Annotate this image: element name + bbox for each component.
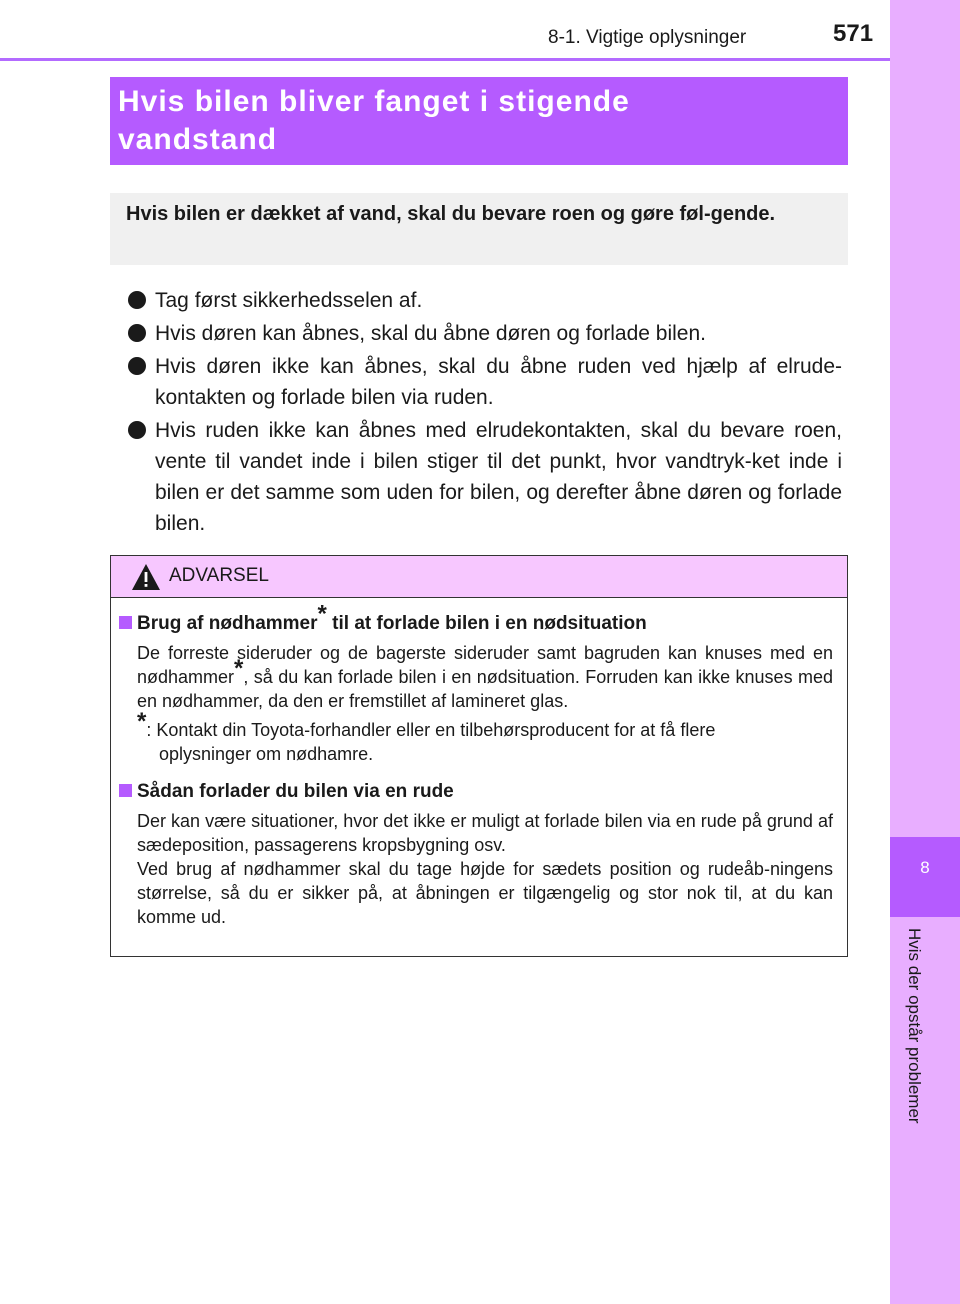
- warning-heading-emergency-hammer: [119, 600, 833, 636]
- section-reference: 8-1. Vigtige oplysninger: [548, 27, 747, 48]
- heading-text: Sådan forlader du bilen via en rude: [137, 781, 454, 802]
- square-bullet-icon: [119, 784, 132, 797]
- page-title: [118, 83, 838, 159]
- bullet-text: Hvis døren ikke kan åbnes, skal du åbne ruden ved hjælp af elrude-kontakten og forlade bilen via ruden.: [155, 355, 842, 409]
- warning-heading-exit-window: [119, 780, 833, 804]
- warning-box: [110, 555, 848, 957]
- heading-text: Brug af nødhammer: [137, 613, 318, 634]
- chapter-number: 8: [920, 858, 930, 877]
- bullet-text: Hvis døren kan åbnes, skal du åbne døren og forlade bilen.: [155, 322, 706, 345]
- list-item: [128, 318, 842, 349]
- list-item: [128, 351, 842, 413]
- warning-paragraph: [137, 641, 833, 713]
- header-rule: [0, 58, 890, 61]
- warning-paragraph: Ved brug af nødhammer skal du tage højde for sædets position og rudeåb-ningens størrelse, så du er sikker på, at åbningen er tilgængelig og stor nok til, at du kan komme ud.: [137, 859, 833, 927]
- bullet-icon: [128, 421, 146, 439]
- title-box: [110, 77, 848, 165]
- footnote-star: *: [234, 655, 244, 682]
- bullet-text: Hvis ruden ikke kan åbnes med elrudekontakten, skal du bevare roen, vente til vandet inde i bilen stiger til det punkt, hvor vandtryk-ket inde i bilen er det samme som uden for bilen, og derefter åbne døren og forlade bilen.: [155, 419, 842, 535]
- square-bullet-icon: [119, 616, 132, 629]
- bullet-icon: [128, 324, 146, 342]
- bullet-list: [128, 285, 842, 541]
- page-number: 571: [833, 20, 874, 47]
- paragraph-text: De forreste sideruder og de bagerste sideruder samt bagruden kan knuses med en nødhammer: [137, 643, 833, 687]
- title-line-1: Hvis bilen bliver fanget i stigende: [118, 85, 630, 118]
- heading-text: til at forlade bilen i en nødsituation: [326, 613, 647, 634]
- bullet-icon: [128, 291, 146, 309]
- warning-paragraph: Der kan være situationer, hvor det ikke er muligt at forlade bilen via en rude på grund af sædeposition, passagerens kropsbygning osv.: [137, 811, 833, 855]
- footnote: [137, 708, 833, 766]
- footnote-star: *: [317, 600, 327, 628]
- footnote-line: oplysninger om nødhamre.: [159, 744, 374, 764]
- intro-box: [110, 193, 848, 265]
- warning-triangle-icon: [131, 563, 161, 591]
- footnote-text: : Kontakt din Toyota-forhandler eller en tilbehørsproducent for at få flere: [146, 720, 716, 740]
- bullet-icon: [128, 357, 146, 375]
- paragraph-text: , så du kan forlade bilen i en nødsituation. Forruden kan ikke knuses med en nødhammer, da den er fremstillet af lamineret glas.: [137, 667, 833, 711]
- bullet-text: Tag først sikkerhedsselen af.: [155, 289, 423, 312]
- list-item: [128, 415, 842, 539]
- footnote-star: *: [137, 708, 147, 735]
- warning-body: [119, 600, 833, 929]
- warning-label: ADVARSEL: [169, 565, 269, 586]
- chapter-label: Hvis der opstår problemer: [905, 928, 924, 1124]
- title-line-2: vandstand: [118, 123, 278, 156]
- list-item: [128, 285, 842, 316]
- intro-text: Hvis bilen er dækket af vand, skal du bevare roen og gøre føl-gende.: [126, 203, 776, 225]
- footnote-line: [137, 708, 833, 742]
- warning-header: [111, 556, 847, 598]
